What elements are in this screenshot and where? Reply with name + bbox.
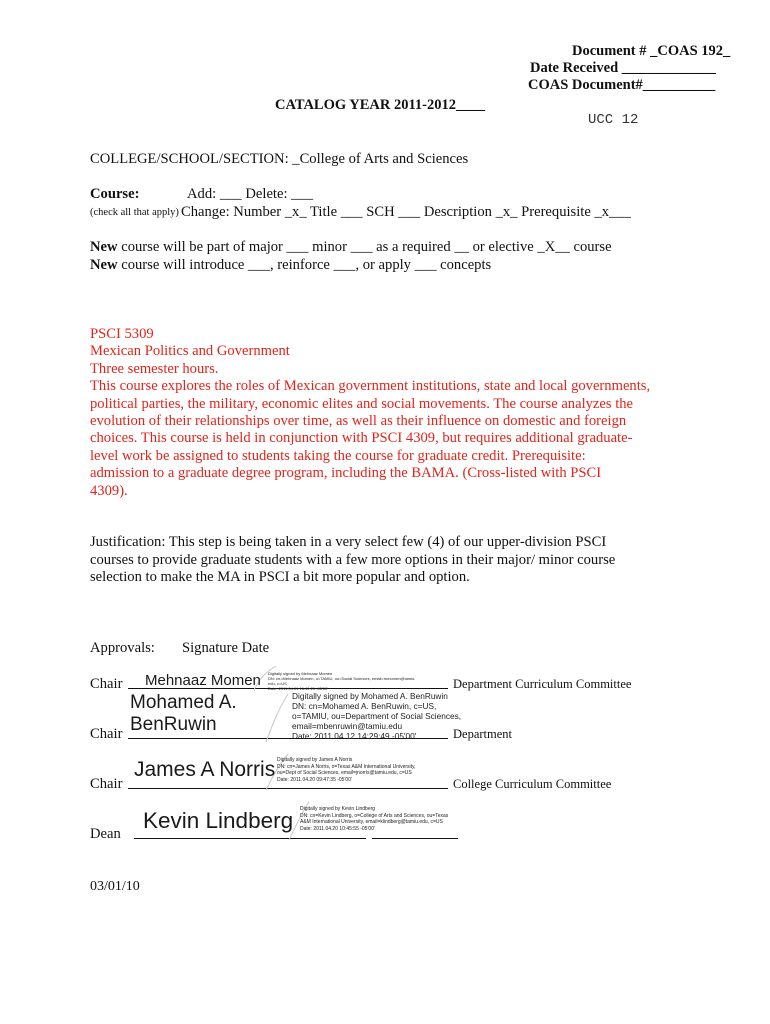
digital-signature-details — [300, 806, 448, 832]
ds-line: Date: 2011.04.12 14:29:49 -05'00' — [292, 731, 417, 741]
course-hours: Three semester hours. — [90, 360, 219, 377]
signature-swoosh — [262, 692, 292, 744]
justification-line: Justification: This step is being taken in a very select few (4) of our upper-division PSCI — [90, 534, 607, 550]
course-title: Mexican Politics and Government — [90, 343, 290, 360]
new-course-major-line — [90, 239, 612, 256]
new-course-line1-text: course will be part of major ___ minor ___ as a required __ or elective _X__ course — [117, 239, 612, 255]
committee-label: Department Curriculum Committee — [453, 677, 632, 691]
college-school-section: COLLEGE/SCHOOL/SECTION: _College of Arts and Sciences — [90, 151, 469, 167]
justification-line: selection to make the MA in PSCI a bit more popular and option. — [90, 569, 470, 585]
role-chair: Chair — [90, 676, 123, 692]
ds-line: Date: 2011.04.20 09:47:35 -05'00' — [277, 776, 352, 783]
ds-line: DN: cn=Kevin Lindberg, o=College of Arts and Sciences, ou=Texas — [300, 812, 449, 819]
date-received: Date Received _____________ — [530, 60, 717, 76]
ds-line: Date: 2011.04.20 10:45:55 -05'00' — [300, 825, 375, 832]
role-dean: Dean — [90, 826, 121, 842]
course-description — [90, 326, 690, 500]
ds-line: email=mbenruwin@tamiu.edu — [292, 721, 403, 731]
description-line: political parties, the military, economic elites and social movements. The course analyzes the — [90, 395, 634, 412]
course-number: PSCI 5309 — [90, 326, 154, 342]
committee-label: College Curriculum Committee — [453, 777, 612, 791]
description-line: 4309). — [90, 482, 128, 499]
signer-name: Mehnaaz Momen — [145, 672, 261, 689]
date-line — [372, 838, 458, 839]
description-line: level work be assigned to students taking the course for graduate credit. Prerequisite: — [90, 447, 586, 464]
ds-line: Digitally signed by Mehnaaz Momen — [268, 671, 333, 676]
check-note: (check all that apply) — [90, 207, 179, 218]
digital-signature-details — [277, 757, 416, 783]
ds-line: DN: cn=Mohamed A. BenRuwin, c=US, — [292, 701, 437, 711]
signer-name-line2: BenRuwin — [130, 714, 217, 735]
role-chair: Chair — [90, 776, 123, 792]
description-line: admission to a graduate degree program, including the BAMA. (Cross-listed with PSCI — [90, 465, 602, 482]
course-label: Course: — [90, 186, 140, 202]
signature-line — [134, 838, 366, 839]
description-line: evolution of their relationships over time, as well as their influence on domestic and foreign — [90, 413, 627, 430]
ucc-number: UCC 12 — [588, 112, 639, 128]
document-number: Document # _COAS 192_ — [572, 43, 731, 59]
ds-line: Digitally signed by Kevin Lindberg — [300, 806, 376, 812]
ds-line: Digitally signed by Mohamed A. BenRuwin — [292, 691, 448, 701]
role-chair: Chair — [90, 726, 123, 742]
footer-date: 03/01/10 — [90, 879, 140, 894]
new-course-line2-text: course will introduce ___, reinforce ___, or apply ___ concepts — [117, 257, 492, 273]
ds-line: DN: cn=Mehnaaz Momen, o=TAMIU, ou=Social Sciences, email=mmomen@tamiu. — [268, 676, 416, 681]
new-bold-1: New — [90, 239, 118, 255]
approvals-label: Approvals: — [90, 640, 155, 656]
ds-line: edu, c=US — [268, 681, 287, 686]
committee-label: Department — [453, 727, 513, 741]
signer-name: James A Norris — [134, 758, 276, 781]
catalog-year: CATALOG YEAR 2011-2012____ — [275, 97, 485, 113]
signature-date-label: Signature Date — [182, 640, 270, 656]
new-course-concepts-line — [90, 257, 491, 274]
description-line: This course explores the roles of Mexican government institutions, state and local governments, — [90, 378, 651, 395]
description-line: choices. This course is held in conjunction with PSCI 4309, but requires additional graduate- — [90, 430, 633, 447]
add-delete: Add: ___ Delete: ___ — [187, 186, 314, 202]
digital-signature-details — [292, 691, 461, 741]
new-bold-2: New — [90, 257, 118, 273]
signer-name: Kevin Lindberg — [143, 808, 294, 833]
coas-document: COAS Document#__________ — [528, 77, 716, 93]
digital-signature-details — [268, 671, 415, 691]
justification — [90, 534, 615, 587]
ds-line: ou=Dept of Social Sciences, email=jnorris@tamiu.edu, c=US — [277, 770, 412, 776]
ds-line: DN: cn=James A Norris, o=Texas A&M International University, — [277, 763, 416, 770]
justification-line: courses to provide graduate students with a few more options in their major/ minor course — [90, 551, 616, 568]
ds-line: A&M International University, email=klindberg@tamiu.edu, c=US — [300, 819, 443, 825]
ds-line: o=TAMIU, ou=Department of Social Sciences, — [292, 711, 462, 721]
ds-line: Digitally signed by James A Norris — [277, 757, 353, 763]
signer-name-line1: Mohamed A. — [130, 692, 237, 713]
ds-line: Date: 2011.04.01 16:49:21 -05'00' — [268, 686, 328, 691]
change-line: Change: Number _x_ Title ___ SCH ___ Description _x_ Prerequisite _x___ — [181, 204, 631, 220]
